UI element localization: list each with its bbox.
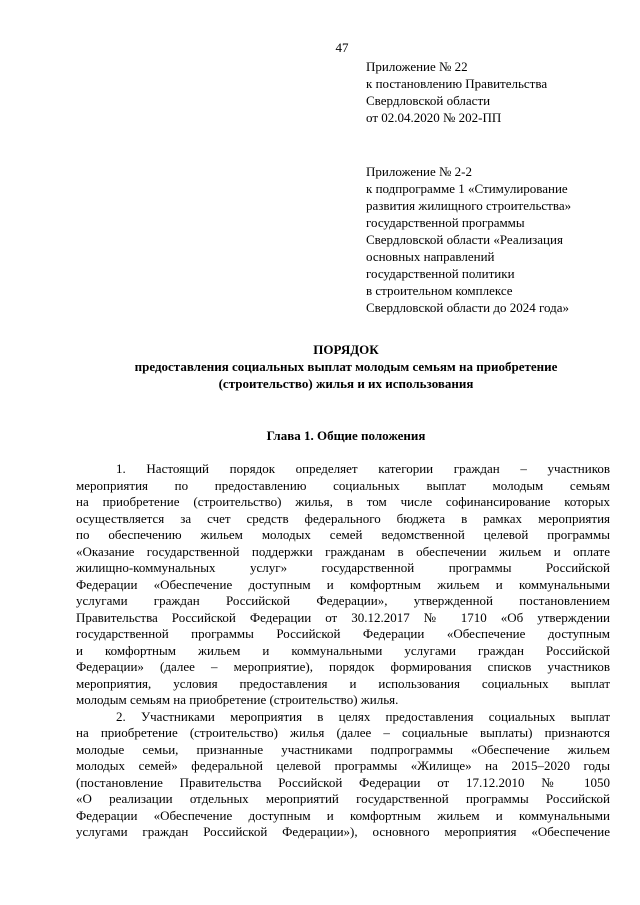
appendix-line: Свердловской области «Реализация: [366, 232, 563, 247]
appendix-line: к постановлению Правительства: [366, 76, 548, 91]
paragraph-line: услугами граждан Российской Федерации»), основного мероприятия «Обеспечение: [76, 824, 610, 839]
paragraph-line: по обеспечению жильем молодых семей ведомственной целевой программы: [76, 527, 610, 542]
document-title-line: предоставления социальных выплат молодым семьям на приобретение: [134, 359, 558, 374]
paragraph-line: «О реализации отдельных мероприятий государственной программы Российской: [76, 791, 610, 806]
paragraph-line: 2. Участниками мероприятия в целях предоставления социальных выплат: [116, 708, 610, 724]
document-body: [76, 461, 610, 841]
appendix-line: государственной программы: [366, 215, 525, 230]
paragraph-line: и комфортным жильем и коммунальными услугами граждан Российской: [76, 642, 610, 658]
paragraph-line: Федерации «Обеспечение доступным и комфортным жильем и коммунальными: [76, 576, 610, 592]
paragraph-line: мероприятия по предоставлению социальных выплат молодым семьям: [76, 477, 610, 493]
appendix-line: от 02.04.2020 № 202-ПП: [366, 110, 502, 125]
chapter-title: Глава 1. Общие положения: [266, 428, 426, 443]
paragraph-line: на приобретение (строительство) жилья (далее – социальные выплаты) признаются: [76, 725, 610, 740]
document-title-line: (строительство) жилья и их использования: [218, 376, 474, 391]
paragraph-line: Федерации» (далее – мероприятие), порядок формирования списков участников: [76, 659, 610, 674]
appendix-line: Свердловской области до 2024 года»: [366, 300, 569, 315]
page-number: 47: [335, 40, 349, 55]
paragraph-line: услугами граждан Российской Федерации», утвержденной постановлением: [76, 593, 610, 608]
document-title: [76, 341, 616, 392]
paragraph-line: молодых семей» федеральной целевой программы «Жилище» на 2015–2020 годы: [76, 758, 610, 773]
paragraph-line: 1. Настоящий порядок определяет категории граждан – участников: [116, 461, 610, 476]
paragraph-line: (постановление Правительства Российской Федерации от 17.12.2010 № 1050: [76, 774, 610, 790]
paragraph-line: мероприятия, условия предоставления и использования социальных выплат: [76, 675, 610, 691]
appendix-line: к подпрограмме 1 «Стимулирование: [366, 181, 568, 196]
appendix-line: Свердловской области: [366, 93, 491, 108]
paragraph-line: государственной программы Российской Федерации «Обеспечение доступным: [76, 626, 610, 641]
paragraph-line: молодые семьи, признанные участниками подпрограммы «Обеспечение жильем: [76, 741, 610, 757]
appendix-line: развития жилищного строительства»: [366, 198, 572, 213]
appendix-line: Приложение № 2-2: [366, 164, 473, 179]
paragraph-line: «Оказание государственной поддержки гражданам в обеспечении жильем и оплате: [76, 543, 610, 559]
chapter-heading: [76, 427, 616, 444]
paragraph-line: жилищно-коммунальных услуг» государственной программы Российской: [76, 560, 610, 575]
appendix-line: Приложение № 22: [366, 59, 468, 74]
paragraph-line: Правительства Российской Федерации от 30.12.2017 № 1710 «Об утверждении: [76, 609, 610, 625]
paragraph-line: Федерации «Обеспечение доступным и комфортным жильем и коммунальными: [76, 807, 610, 823]
appendix-line: в строительном комплексе: [366, 283, 513, 298]
document-title-heading: ПОРЯДОК: [313, 342, 379, 357]
paragraph-line: осуществляется за счет средств федерального бюджета в рамках мероприятия: [76, 510, 610, 526]
appendix-line: основных направлений: [366, 249, 495, 264]
appendix-line: государственной политики: [366, 266, 515, 281]
paragraph-line: молодым семьям на приобретение (строительство) жилья.: [76, 692, 399, 707]
appendix-22-reference: [366, 58, 618, 126]
appendix-2-2-reference: [366, 163, 618, 316]
paragraph-line: на приобретение (строительство) жилья, в том числе софинансирование которых: [76, 494, 610, 509]
